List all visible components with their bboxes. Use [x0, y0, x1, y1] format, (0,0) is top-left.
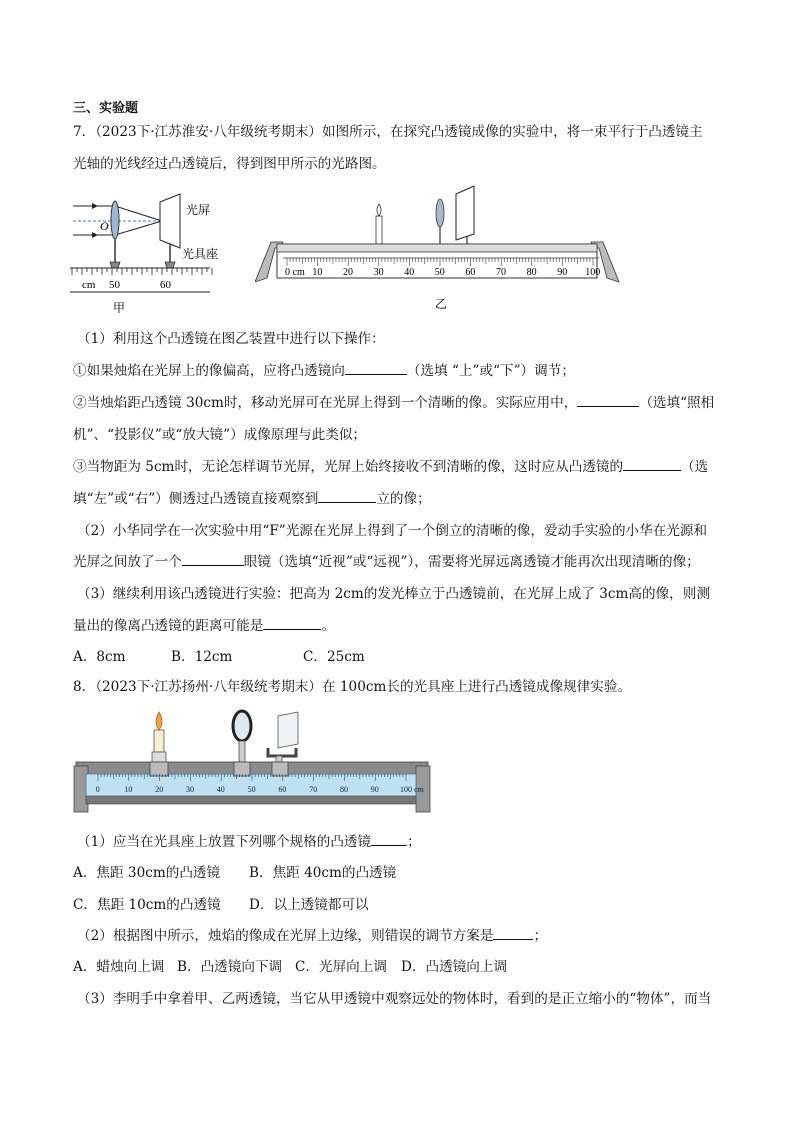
- q7-part1-intro: （1）利用这个凸透镜在图乙装置中进行以下操作：: [77, 331, 385, 347]
- q8-part1-text: （1）应当在光具座上放置下列哪个规格的凸透镜: [77, 834, 372, 850]
- q8-part1-end: ；: [407, 834, 421, 850]
- q8-part1: [77, 833, 421, 851]
- q8-option-a[interactable]: A．焦距 30cm的凸透镜: [73, 865, 221, 881]
- bench-label: 10: [124, 785, 133, 794]
- ruler-label: 60: [465, 267, 476, 278]
- q8-p2-option-c[interactable]: C．光屏向上调: [295, 959, 387, 975]
- bench-label: 70: [309, 785, 318, 794]
- label-guangjuzuo: 光具座: [182, 247, 219, 261]
- q8-option-c[interactable]: C．焦距 10cm的凸透镜: [73, 897, 221, 913]
- q7-part1-c-text2: （选: [681, 459, 709, 475]
- q7-part3-text2: 。: [321, 618, 335, 634]
- answer-blank-3[interactable]: [623, 458, 681, 471]
- lens-shape: [111, 201, 119, 239]
- bench-label: 90: [370, 785, 379, 794]
- caption-jia: 甲: [113, 301, 126, 315]
- answer-blank-7[interactable]: [371, 833, 407, 846]
- q8-part2-text: （2）根据图中所示，烛焰的像成在光屏上边缘，则错误的调节方案是: [77, 928, 494, 944]
- q7-stem-line2: 光轴的光线经过凸透镜后，得到图甲所示的光路图。: [73, 156, 386, 172]
- q8-option-d[interactable]: D．以上透镜都可以: [249, 897, 369, 913]
- q7-part1-c-text: ③当物距为 5cm时，无论怎样调节光屏，光屏上始终接收不到清晰的像，这时应从凸透镜的: [73, 459, 624, 475]
- q8-p2-option-b[interactable]: B．凸透镜向下调: [177, 959, 283, 975]
- q7-stem-line1: 7．（2023下·江苏淮安·八年级统考期末）如图所示，在探究凸透镜成像的实验中，将一束平行于凸透镜主: [73, 124, 703, 140]
- q7-part3-text: 量出的像离凸透镜的距离可能是: [73, 618, 264, 634]
- q8-part3: （3）李明手中拿着甲、乙两透镜，当它从甲透镜中观察远处的物体时，看到的是正立缩小的“物体”，而当: [77, 991, 712, 1007]
- ruler-label: 90: [557, 267, 568, 278]
- q7-part1-b-text2: （选填“照相: [639, 395, 715, 411]
- answer-blank-6[interactable]: [263, 617, 321, 630]
- ruler-label: 40: [404, 267, 415, 278]
- bench-label: 40: [216, 785, 225, 794]
- label-guangping: 光屏: [186, 203, 211, 217]
- q7-part1-a: [73, 362, 575, 380]
- ruler-label: 0 cm: [285, 267, 305, 278]
- ruler-label: 10: [312, 267, 323, 278]
- bench-label: 50: [247, 785, 256, 794]
- q7-part2-text2: 眼镜（选填“近视”或“远视”），需要将光屏远离透镜才能再次出现清晰的像；: [243, 554, 700, 570]
- q7-part1-c: [73, 458, 708, 476]
- candle-q8: [152, 712, 166, 764]
- figure-q8: [70, 708, 440, 816]
- bench-label: 30: [186, 785, 194, 794]
- q7-option-c[interactable]: C．25cm: [303, 649, 365, 665]
- q8-option-b[interactable]: B．焦距 40cm的凸透镜: [249, 865, 397, 881]
- q7-part3-line2: [73, 617, 335, 635]
- q7-part1-c-line2: [73, 490, 431, 508]
- tick-60: 60: [160, 279, 171, 291]
- q8-part2-options: [73, 958, 507, 976]
- figure-yi: [255, 182, 620, 314]
- q7-part1-a-text2: （选填 “上”或“下”）调节；: [406, 363, 575, 379]
- q8-part2-end: ；: [533, 928, 548, 944]
- q7-part1-c-text3: 填“左”或“右”）侧透过凸透镜直接观察到: [73, 491, 319, 507]
- q7-part3-line1: （3）继续利用该凸透镜进行实验：把高为 2cm的发光棒立于凸透镜前，在光屏上成了 3cm高的像，则测: [77, 586, 710, 602]
- q7-part2-text: 光屏之间放了一个: [73, 554, 182, 570]
- q8-p2-option-a[interactable]: A．蜡烛向上调: [73, 959, 165, 975]
- caption-yi: 乙: [435, 297, 448, 311]
- q7-part1-b: [73, 394, 714, 412]
- label-o: O: [100, 219, 109, 233]
- q7-part2-line2: [73, 553, 700, 571]
- q8-part2: [77, 927, 547, 945]
- ruler-label: 30: [373, 267, 384, 278]
- answer-blank-2[interactable]: [577, 394, 639, 407]
- q7-option-a[interactable]: A．8cm: [73, 649, 126, 665]
- answer-blank-4[interactable]: [318, 490, 376, 503]
- screen-q8: [268, 712, 298, 767]
- tick-cm: cm: [82, 279, 96, 291]
- answer-blank-5[interactable]: [182, 553, 244, 566]
- bench-label: 60: [278, 785, 287, 794]
- figure-jia: [70, 188, 230, 316]
- q7-part2-line1: （2）小华同学在一次实验中用“F”光源在光屏上得到了一个倒立的清晰的像，爱动手实验的小华在光源和: [77, 523, 708, 539]
- q8-p2-option-d[interactable]: D．凸透镜向上调: [401, 959, 508, 975]
- q7-option-b[interactable]: B．12cm: [171, 649, 233, 665]
- answer-blank-1[interactable]: [345, 362, 407, 375]
- bench-label: 0: [95, 785, 100, 794]
- section-title: 三、实验题: [73, 101, 139, 116]
- q7-part1-b-text: ②当烛焰距凸透镜 30cm时，移动光屏可在光屏上得到一个清晰的像。实际应用中，: [73, 395, 578, 411]
- q8-part1-options-row1: [73, 864, 396, 882]
- answer-blank-8[interactable]: [493, 927, 533, 940]
- ruler-label: 20: [343, 267, 353, 278]
- q7-part1-a-text: ①如果烛焰在光屏上的像偏高，应将凸透镜向: [73, 363, 345, 379]
- q8-part1-options-row2: [73, 896, 369, 914]
- q7-part1-c-text4: 立的像；: [376, 491, 431, 507]
- q8-stem: 8．（2023下·江苏扬州·八年级统考期末）在 100cm长的光具座上进行凸透镜成像规律实验。: [73, 679, 632, 695]
- ruler-label: 100: [585, 267, 601, 278]
- ruler-label: 70: [496, 267, 506, 278]
- lens-q8: [233, 711, 251, 767]
- tick-50: 50: [109, 279, 120, 291]
- bench-label: 100 cm: [400, 785, 424, 794]
- q7-part1-b-line2: 机”、“投影仪”或“放大镜”）成像原理与此类似；: [73, 427, 367, 443]
- ruler-label: 80: [526, 267, 537, 278]
- q7-options: [73, 648, 365, 666]
- ruler-label: 50: [434, 267, 445, 278]
- bench-label: 80: [340, 785, 348, 794]
- bench-label: 20: [155, 785, 164, 794]
